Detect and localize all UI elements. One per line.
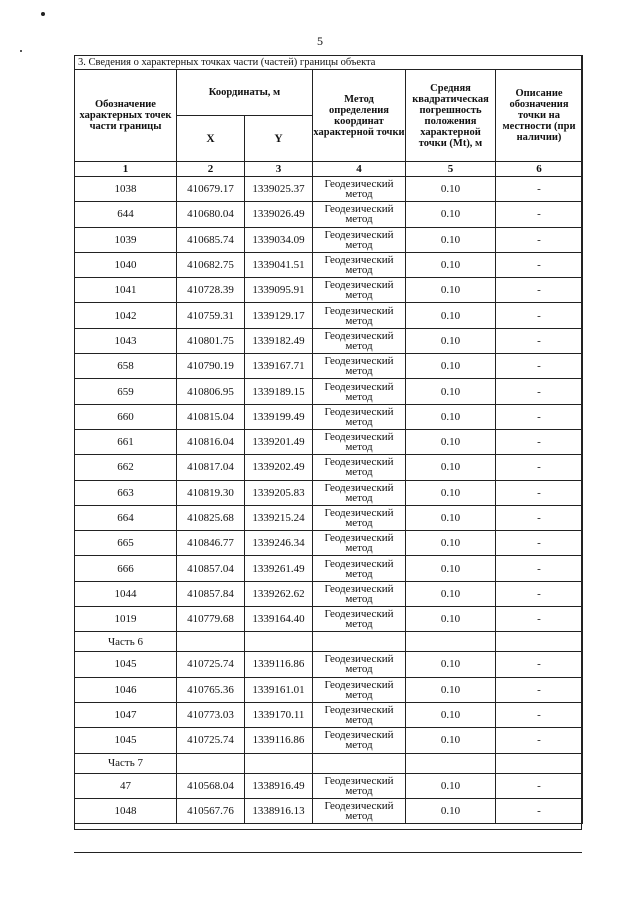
x-coordinate-cell: 410725.74 xyxy=(177,652,245,677)
header-description: Описание обозначения точки на местности (при наличии) xyxy=(496,70,583,162)
method-cell: Геодезический метод xyxy=(313,328,406,353)
scan-speck xyxy=(41,12,45,16)
table-row xyxy=(75,798,583,823)
description-cell: - xyxy=(496,773,583,798)
description-cell: - xyxy=(496,652,583,677)
description-cell: - xyxy=(496,303,583,328)
table-row xyxy=(75,252,583,277)
method-cell: Геодезический метод xyxy=(313,798,406,823)
empty-cell xyxy=(313,632,406,652)
x-coordinate-cell: 410857.84 xyxy=(177,581,245,606)
point-name-cell: 1044 xyxy=(75,581,177,606)
description-cell: - xyxy=(496,328,583,353)
table-row xyxy=(75,581,583,606)
x-coordinate-cell: 410679.17 xyxy=(177,177,245,202)
x-coordinate-cell: 410779.68 xyxy=(177,607,245,632)
method-cell: Геодезический метод xyxy=(313,429,406,454)
table-row xyxy=(75,652,583,677)
y-coordinate-cell: 1339095.91 xyxy=(245,278,313,303)
method-cell: Геодезический метод xyxy=(313,556,406,581)
column-number: 1 xyxy=(75,162,177,177)
mean-error-cell: 0.10 xyxy=(406,702,496,727)
mean-error-cell: 0.10 xyxy=(406,607,496,632)
mean-error-cell: 0.10 xyxy=(406,505,496,530)
x-coordinate-cell: 410801.75 xyxy=(177,328,245,353)
table-row xyxy=(75,177,583,202)
point-name-cell: 1039 xyxy=(75,227,177,252)
header-x: X xyxy=(177,116,245,162)
table-row xyxy=(75,202,583,227)
y-coordinate-cell: 1339182.49 xyxy=(245,328,313,353)
description-cell: - xyxy=(496,798,583,823)
header-y: Y xyxy=(245,116,313,162)
table-row xyxy=(75,404,583,429)
empty-cell xyxy=(496,753,583,773)
description-cell: - xyxy=(496,252,583,277)
mean-error-cell: 0.10 xyxy=(406,278,496,303)
characteristic-points-table xyxy=(74,55,583,824)
x-coordinate-cell: 410825.68 xyxy=(177,505,245,530)
point-name-cell: 664 xyxy=(75,505,177,530)
point-name-cell: 47 xyxy=(75,773,177,798)
empty-cell xyxy=(245,753,313,773)
description-cell: - xyxy=(496,480,583,505)
y-coordinate-cell: 1339199.49 xyxy=(245,404,313,429)
empty-cell xyxy=(496,632,583,652)
y-coordinate-cell: 1339246.34 xyxy=(245,531,313,556)
point-name-cell: 662 xyxy=(75,455,177,480)
empty-cell xyxy=(177,632,245,652)
mean-error-cell: 0.10 xyxy=(406,652,496,677)
mean-error-cell: 0.10 xyxy=(406,177,496,202)
column-number: 2 xyxy=(177,162,245,177)
description-cell: - xyxy=(496,404,583,429)
table-row xyxy=(75,303,583,328)
description-cell: - xyxy=(496,354,583,379)
x-coordinate-cell: 410685.74 xyxy=(177,227,245,252)
mean-error-cell: 0.10 xyxy=(406,556,496,581)
y-coordinate-cell: 1339205.83 xyxy=(245,480,313,505)
header-method: Метод определения координат характерной точки xyxy=(313,70,406,162)
method-cell: Геодезический метод xyxy=(313,202,406,227)
header-coordinates: Координаты, м xyxy=(177,70,313,116)
y-coordinate-cell: 1339201.49 xyxy=(245,429,313,454)
table-row xyxy=(75,354,583,379)
description-cell: - xyxy=(496,677,583,702)
part-label: Часть 6 xyxy=(75,632,177,652)
empty-cell xyxy=(177,753,245,773)
y-coordinate-cell: 1339167.71 xyxy=(245,354,313,379)
y-coordinate-cell: 1339164.40 xyxy=(245,607,313,632)
y-coordinate-cell: 1339041.51 xyxy=(245,252,313,277)
x-coordinate-cell: 410567.76 xyxy=(177,798,245,823)
column-number: 5 xyxy=(406,162,496,177)
description-cell: - xyxy=(496,505,583,530)
table-row xyxy=(75,227,583,252)
x-coordinate-cell: 410806.95 xyxy=(177,379,245,404)
x-coordinate-cell: 410680.04 xyxy=(177,202,245,227)
description-cell: - xyxy=(496,379,583,404)
mean-error-cell: 0.10 xyxy=(406,303,496,328)
y-coordinate-cell: 1339202.49 xyxy=(245,455,313,480)
table-row xyxy=(75,728,583,753)
header-mean-error: Средняя квадратическая погрешность положения характерной точки (Mt), м xyxy=(406,70,496,162)
y-coordinate-cell: 1339116.86 xyxy=(245,652,313,677)
description-cell: - xyxy=(496,556,583,581)
description-cell: - xyxy=(496,531,583,556)
x-coordinate-cell: 410857.04 xyxy=(177,556,245,581)
point-name-cell: 661 xyxy=(75,429,177,454)
header-point-designation: Обозначение характерных точек части границы xyxy=(75,70,177,162)
point-name-cell: 1042 xyxy=(75,303,177,328)
description-cell: - xyxy=(496,455,583,480)
method-cell: Геодезический метод xyxy=(313,773,406,798)
x-coordinate-cell: 410725.74 xyxy=(177,728,245,753)
point-name-cell: 1040 xyxy=(75,252,177,277)
x-coordinate-cell: 410815.04 xyxy=(177,404,245,429)
method-cell: Геодезический метод xyxy=(313,652,406,677)
mean-error-cell: 0.10 xyxy=(406,531,496,556)
method-cell: Геодезический метод xyxy=(313,278,406,303)
table-row xyxy=(75,773,583,798)
table-row xyxy=(75,531,583,556)
table-row xyxy=(75,505,583,530)
y-coordinate-cell: 1339161.01 xyxy=(245,677,313,702)
point-name-cell: 660 xyxy=(75,404,177,429)
column-number: 4 xyxy=(313,162,406,177)
method-cell: Геодезический метод xyxy=(313,505,406,530)
method-cell: Геодезический метод xyxy=(313,455,406,480)
description-cell: - xyxy=(496,202,583,227)
part-row xyxy=(75,753,583,773)
point-name-cell: 644 xyxy=(75,202,177,227)
x-coordinate-cell: 410819.30 xyxy=(177,480,245,505)
y-coordinate-cell: 1338916.13 xyxy=(245,798,313,823)
method-cell: Геодезический метод xyxy=(313,177,406,202)
y-coordinate-cell: 1339261.49 xyxy=(245,556,313,581)
method-cell: Геодезический метод xyxy=(313,581,406,606)
x-coordinate-cell: 410773.03 xyxy=(177,702,245,727)
method-cell: Геодезический метод xyxy=(313,728,406,753)
description-cell: - xyxy=(496,429,583,454)
x-coordinate-cell: 410765.36 xyxy=(177,677,245,702)
description-cell: - xyxy=(496,728,583,753)
section-caption: 3. Сведения о характерных точках части (частей) границы объекта xyxy=(75,56,583,70)
point-name-cell: 658 xyxy=(75,354,177,379)
method-cell: Геодезический метод xyxy=(313,480,406,505)
table-row xyxy=(75,556,583,581)
mean-error-cell: 0.10 xyxy=(406,227,496,252)
point-name-cell: 659 xyxy=(75,379,177,404)
x-coordinate-cell: 410817.04 xyxy=(177,455,245,480)
empty-cell xyxy=(313,753,406,773)
table-row xyxy=(75,702,583,727)
part-label: Часть 7 xyxy=(75,753,177,773)
method-cell: Геодезический метод xyxy=(313,607,406,632)
method-cell: Геодезический метод xyxy=(313,379,406,404)
column-number: 6 xyxy=(496,162,583,177)
table-row xyxy=(75,328,583,353)
y-coordinate-cell: 1339116.86 xyxy=(245,728,313,753)
point-name-cell: 1019 xyxy=(75,607,177,632)
empty-cell xyxy=(245,632,313,652)
method-cell: Геодезический метод xyxy=(313,702,406,727)
column-number: 3 xyxy=(245,162,313,177)
y-coordinate-cell: 1339034.09 xyxy=(245,227,313,252)
point-name-cell: 1038 xyxy=(75,177,177,202)
description-cell: - xyxy=(496,278,583,303)
mean-error-cell: 0.10 xyxy=(406,773,496,798)
point-name-cell: 663 xyxy=(75,480,177,505)
mean-error-cell: 0.10 xyxy=(406,328,496,353)
mean-error-cell: 0.10 xyxy=(406,480,496,505)
description-cell: - xyxy=(496,177,583,202)
mean-error-cell: 0.10 xyxy=(406,429,496,454)
x-coordinate-cell: 410682.75 xyxy=(177,252,245,277)
bottom-rule xyxy=(74,852,582,853)
y-coordinate-cell: 1339215.24 xyxy=(245,505,313,530)
point-name-cell: 666 xyxy=(75,556,177,581)
part-row xyxy=(75,632,583,652)
point-name-cell: 1048 xyxy=(75,798,177,823)
method-cell: Геодезический метод xyxy=(313,531,406,556)
description-cell: - xyxy=(496,581,583,606)
y-coordinate-cell: 1339262.62 xyxy=(245,581,313,606)
y-coordinate-cell: 1339025.37 xyxy=(245,177,313,202)
table-row xyxy=(75,677,583,702)
mean-error-cell: 0.10 xyxy=(406,379,496,404)
table-row xyxy=(75,379,583,404)
y-coordinate-cell: 1339129.17 xyxy=(245,303,313,328)
y-coordinate-cell: 1339170.11 xyxy=(245,702,313,727)
x-coordinate-cell: 410568.04 xyxy=(177,773,245,798)
point-name-cell: 665 xyxy=(75,531,177,556)
table-row xyxy=(75,480,583,505)
x-coordinate-cell: 410759.31 xyxy=(177,303,245,328)
mean-error-cell: 0.10 xyxy=(406,404,496,429)
x-coordinate-cell: 410790.19 xyxy=(177,354,245,379)
point-name-cell: 1045 xyxy=(75,728,177,753)
method-cell: Геодезический метод xyxy=(313,677,406,702)
method-cell: Геодезический метод xyxy=(313,252,406,277)
point-name-cell: 1046 xyxy=(75,677,177,702)
point-name-cell: 1045 xyxy=(75,652,177,677)
table-row xyxy=(75,429,583,454)
y-coordinate-cell: 1339189.15 xyxy=(245,379,313,404)
mean-error-cell: 0.10 xyxy=(406,581,496,606)
empty-cell xyxy=(406,753,496,773)
mean-error-cell: 0.10 xyxy=(406,798,496,823)
x-coordinate-cell: 410846.77 xyxy=(177,531,245,556)
description-cell: - xyxy=(496,227,583,252)
method-cell: Геодезический метод xyxy=(313,227,406,252)
scan-speck xyxy=(20,50,22,52)
mean-error-cell: 0.10 xyxy=(406,728,496,753)
method-cell: Геодезический метод xyxy=(313,404,406,429)
table-row xyxy=(75,455,583,480)
table-row xyxy=(75,607,583,632)
page-number: 5 xyxy=(317,34,323,48)
mean-error-cell: 0.10 xyxy=(406,202,496,227)
description-cell: - xyxy=(496,702,583,727)
table-body xyxy=(75,177,583,824)
y-coordinate-cell: 1339026.49 xyxy=(245,202,313,227)
mean-error-cell: 0.10 xyxy=(406,354,496,379)
mean-error-cell: 0.10 xyxy=(406,455,496,480)
point-name-cell: 1047 xyxy=(75,702,177,727)
description-cell: - xyxy=(496,607,583,632)
table-row xyxy=(75,278,583,303)
y-coordinate-cell: 1338916.49 xyxy=(245,773,313,798)
mean-error-cell: 0.10 xyxy=(406,677,496,702)
x-coordinate-cell: 410728.39 xyxy=(177,278,245,303)
method-cell: Геодезический метод xyxy=(313,354,406,379)
mean-error-cell: 0.10 xyxy=(406,252,496,277)
point-name-cell: 1041 xyxy=(75,278,177,303)
x-coordinate-cell: 410816.04 xyxy=(177,429,245,454)
point-name-cell: 1043 xyxy=(75,328,177,353)
method-cell: Геодезический метод xyxy=(313,303,406,328)
empty-cell xyxy=(406,632,496,652)
